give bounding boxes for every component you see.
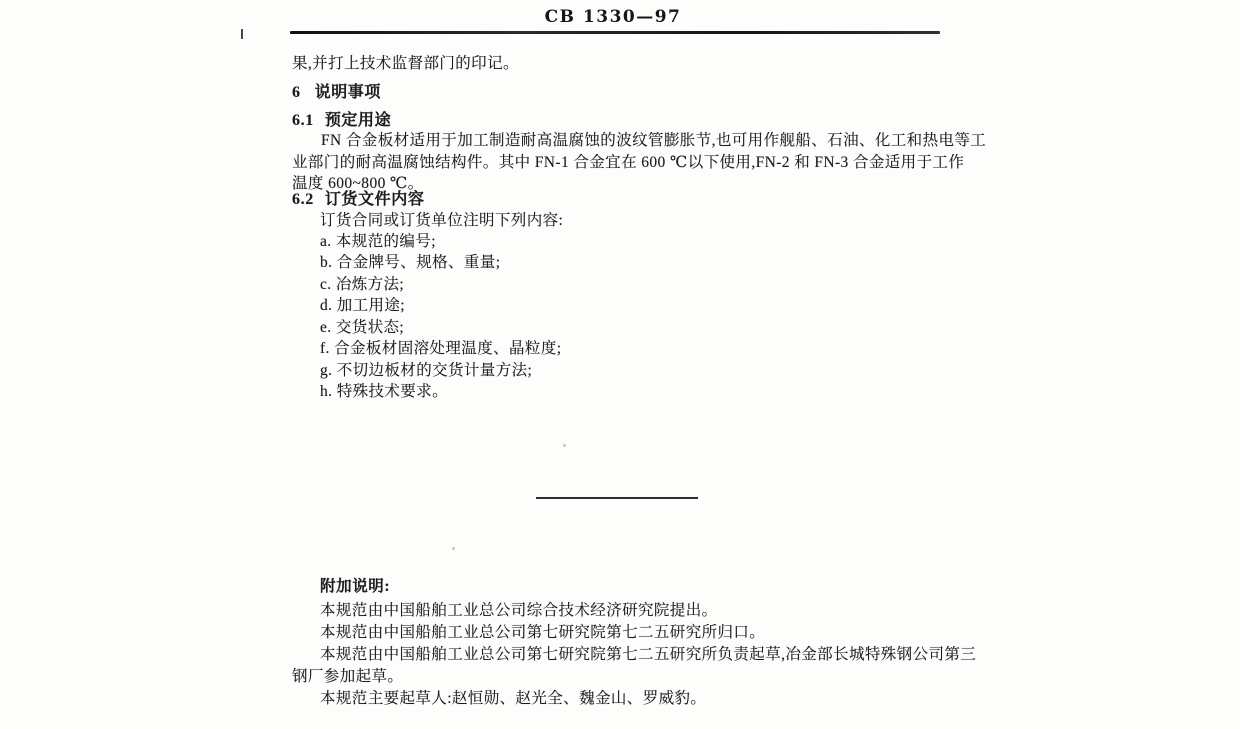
appendix-divider-rule — [536, 497, 698, 499]
scan-artifact-speck — [452, 547, 455, 550]
section-61-number: 6.1 — [292, 112, 314, 129]
appendix-title: 附加说明: — [320, 578, 391, 595]
order-item-f: f. 合金板材固溶处理温度、晶粒度; — [320, 340, 562, 357]
section-61-para-line-3: 温度 600~800 ℃。 — [292, 175, 424, 192]
appendix-line-2: 本规范由中国船舶工业总公司第七研究院第七二五研究所归口。 — [320, 624, 766, 641]
leading-line: 果,并打上技术监督部门的印记。 — [292, 55, 519, 72]
section-6-heading — [292, 84, 381, 101]
section-6-title: 说明事项 — [314, 84, 382, 101]
order-item-a: a. 本规范的编号; — [320, 233, 436, 250]
section-62-title: 订货文件内容 — [324, 191, 425, 208]
order-item-d: d. 加工用途; — [320, 297, 406, 314]
section-61-para-line-2: 业部门的耐高温腐蚀结构件。其中 FN-1 合金宜在 600 ℃以下使用,FN-2 和 FN-3 合金适用于工作 — [292, 154, 965, 171]
standard-code: CB 1330—97 — [544, 7, 682, 27]
appendix-line-1: 本规范由中国船舶工业总公司综合技术经济研究院提出。 — [320, 602, 718, 619]
section-61-heading — [292, 112, 391, 129]
section-61-para-line-1: FN 合金板材适用于加工制造耐高温腐蚀的波纹管膨胀节,也可用作舰船、石油、化工和热电等工 — [321, 132, 987, 149]
header-rule — [290, 31, 940, 34]
order-item-g: g. 不切边板材的交货计量方法; — [320, 362, 533, 379]
section-62-heading — [292, 191, 424, 208]
section-61-title: 预定用途 — [324, 112, 392, 129]
section-62-intro: 订货合同或订货单位注明下列内容: — [320, 212, 564, 229]
order-item-h: h. 特殊技术要求。 — [320, 383, 449, 400]
scan-artifact-speck — [563, 444, 566, 447]
appendix-line-3a: 本规范由中国船舶工业总公司第七研究院第七二五研究所负责起草,冶金部长城特殊钢公司第三 — [320, 646, 977, 663]
section-6-number: 6 — [292, 84, 301, 101]
appendix-line-3b: 钢厂参加起草。 — [292, 668, 404, 685]
order-item-c: c. 冶炼方法; — [320, 276, 405, 293]
section-62-number: 6.2 — [292, 191, 314, 208]
scan-artifact-tick — [241, 29, 243, 39]
order-item-b: b. 合金牌号、规格、重量; — [320, 254, 501, 271]
order-item-e: e. 交货状态; — [320, 319, 405, 336]
appendix-line-4: 本规范主要起草人:赵恒勋、赵光全、魏金山、罗威豹。 — [320, 690, 707, 707]
